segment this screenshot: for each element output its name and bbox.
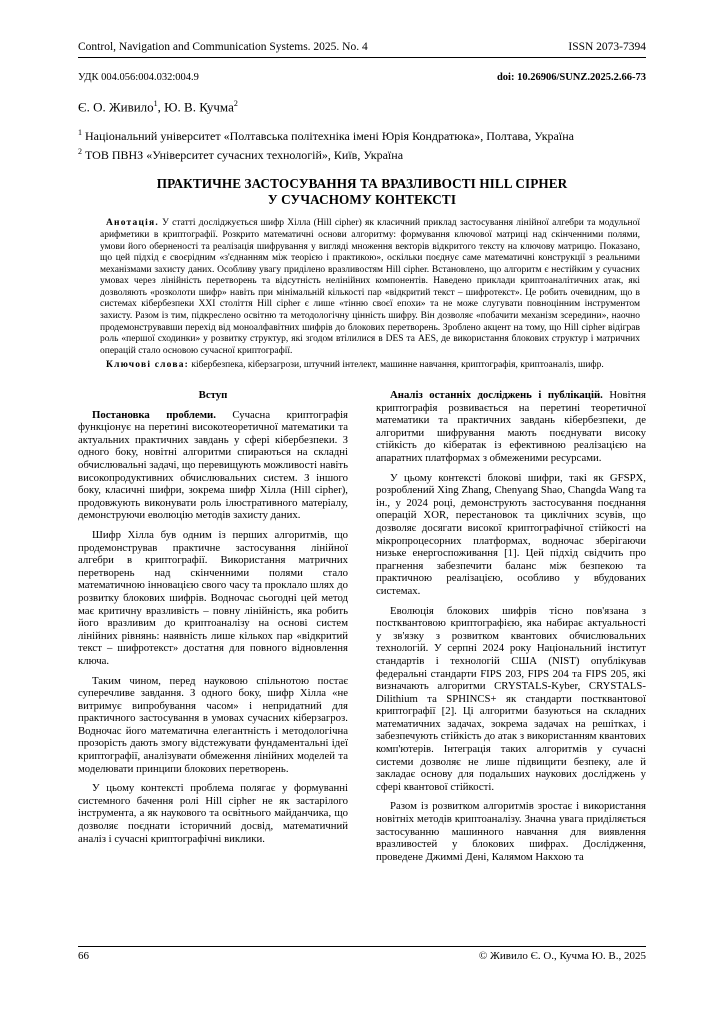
affiliation-2-mark: 2 xyxy=(78,147,82,157)
page-number: 66 xyxy=(78,950,89,962)
paragraph: Таким чином, перед науковою спільнотою постає суперечливе завдання. З одного боку, шифр Хілла «не витримує випробування часом» і непридатний для практичного застосування в умовах сучасних кіберзагроз. Водночас його математична елегантність і методологічна прозорість дають змогу відстежувати фундаментальні ідеї криптографії, аналізувати обмеження лінійних моделей та моделювати принципи блокових перетворень. xyxy=(78,674,348,775)
header-rule xyxy=(78,57,646,58)
author-separator: , xyxy=(157,99,165,115)
author-1-affil-mark: 1 xyxy=(153,99,158,108)
udk-code: УДК 004.056:004.032:004.9 xyxy=(78,72,199,83)
doi-link[interactable]: doi: 10.26906/SUNZ.2025.2.66-73 xyxy=(496,72,646,83)
abstract-label: Анотація. xyxy=(106,218,159,229)
paragraph: Еволюція блокових шифрів тісно пов'язана з постквантовою криптографією, яка набирає актуальності у зв'язку з розвитком квантових обчислювальних технологій. У серпні 2024 року Національний інститут стандартів і технологій США (NIST) опублікував федеральні стандарти FIPS 203, FIPS 204 та FIPS 205, які визначають алгоритми CRYSTALS-Kyber, CRYSTALS-Dilithium та SPHINCS+ як стандарти постквантової криптографії [2]. Ці алгоритми базуються на складних математичних задачах, зокрема задачах на решітках, і забезпечують стійкість до атак з використанням квантових комп'ютерів. Інтеграція таких алгоритмів у сучасні системи дозволяє не лише підвищити безпеку, але й закладає основу для подальших наукових досліджень у сфері квантової стійкості. xyxy=(376,604,646,793)
paragraph xyxy=(376,389,646,465)
authors xyxy=(78,96,646,115)
abstract xyxy=(100,218,640,357)
paragraph: Шифр Хілла був одним із перших алгоритмів, що продемонстрував практичне застосування лінійної алгебри в криптографії. Використання матричних перетворень над скінченними полями стало математичною інновацією свого часу та проклало шлях до розвитку блокових шифрів. Водночас сьогодні цей метод має критичну вразливість – повну лінійність, яка робить його вразливим до криптоаналізу на основі систем лінійних рівнянь: наявність лише кількох пар «відкритий текст – шифротекст» достатня для повного відновлення ключа. xyxy=(78,528,348,667)
journal-title: Control, Navigation and Communication Systems. 2025. No. 4 xyxy=(78,41,368,53)
right-column xyxy=(376,389,646,870)
article-title xyxy=(78,176,646,208)
affiliation-2-text: ТОВ ПВНЗ «Університет сучасних технологій», Київ, Україна xyxy=(82,148,404,163)
paragraph-text: Сучасна криптографія функціонує на перетині високотеоретичної математики та актуальних практичних завдань у сфері кібербезпеки. З одного боку, новітні алгоритми спираються на складні обчислювальні задачі, що перевищують можливості навіть високопродуктивних обчислювальних систем. З іншого боку, класичні шифри, зокрема шифр Хілла (Hill cipher), продовжують виконувати роль ілюстративного матеріалу, демонструючи еволюцію методів захисту даних. xyxy=(78,408,348,522)
author-2: Ю. В. Кучма xyxy=(164,99,234,115)
paragraph: У цьому контексті блокові шифри, такі як GFSPX, розроблений Xing Zhang, Chenyang Shao, Changda Wang та ін., у 2024 році, демонструють застосування поєднання операцій XOR, перестановок та циклічних зсувів, що дозволяє досягати високої криптографічної стійкості на мікропроцесорних платформах, водночас зберігаючи низьке енергоспоживання [1]. Цей підхід свідчить про прагнення забезпечити баланс між безпекою та практичною реалізацією, особливо у вбудованих системах. xyxy=(376,471,646,597)
affiliations xyxy=(78,125,646,163)
paragraph: Разом із розвитком алгоритмів зростає і використання новітніх методів криптоаналізу. Значна увага приділяється застосуванню машинного навчання для виявлення вразливостей у блокових шифрах. Дослідження, проведене Джиммі Дені, Калямом Накхою та xyxy=(376,800,646,863)
paragraph-lead: Постановка проблеми. xyxy=(92,408,216,421)
paragraph-lead: Аналіз останніх досліджень і публікацій. xyxy=(390,389,603,402)
running-header xyxy=(78,40,646,54)
copyright-notice: © Живило Є. О., Кучма Ю. В., 2025 xyxy=(478,950,646,962)
section-heading-intro: Вступ xyxy=(198,389,228,402)
affiliation-2 xyxy=(78,144,646,163)
udk-doi-line xyxy=(78,71,646,84)
affiliation-1 xyxy=(78,125,646,144)
keywords xyxy=(100,360,640,372)
left-column xyxy=(78,389,348,870)
page-footer xyxy=(78,949,646,963)
abstract-text: У статті досліджується шифр Хілла (Hill cipher) як класичний приклад застосування лінійної алгебри та модульної арифметики в криптографії. Розкрито математичні основи алгоритму: формування ключової матриці над скінченними полями, умови його оберненості та реалізація шифрування у вигляді множення векторів відкритого тексту на ключову матрицю. Показано, що цей підхід є своєрідним «з'єднанням між теорією і практикою», оскільки поєднує саме математичні конструкції з реальними механізмами захисту даних. Особливу увагу приділено вразливостям Hill cipher. Встановлено, що алгоритм є нестійким у сучасних умовах через лінійність перетворень та відсутність нелінійних компонентів. Наведено приклади криптоаналітичних атак, які дозволяють «розколоти шифр» навіть при мінімальній кількості пар «відкритий текст – шифротекст». Це робить очевидним, що в системах кібербезпеки XXI століття Hill cipher є лише «тінню своєї епохи» та не може слугувати повноцінним інструментом захисту. Разом із тим, підкреслено освітню та методологічну цінність шифру. Він дозволяє «побачити механізм зсередини», наочно продемонструвавши перехід від моноалфавітних шифрів до блокових перетворень. Зроблено акцент на тому, що Hill cipher відіграв роль «першої сходинки» у розвитку структур, які згодом втілилися в DES та AES, де використання блокових структур і матричних операцій стало основою сучасної криптографії. xyxy=(100,218,640,356)
keywords-text: кібербезпека, кіберзагрози, штучний інтелект, машинне навчання, криптографія, криптоаналіз, шифр. xyxy=(189,360,604,371)
issn: ISSN 2073-7394 xyxy=(568,41,646,53)
title-line-1: ПРАКТИЧНЕ ЗАСТОСУВАННЯ ТА ВРАЗЛИВОСТІ HILL CIPHER xyxy=(156,176,568,192)
affiliation-1-mark: 1 xyxy=(78,128,82,138)
footer-rule xyxy=(78,946,646,947)
paragraph-text: Новітня криптографія розвивається на перетині теоретичної математики та практичних завдань кібербезпеки, де алгоритми шифрування мають поєднувати високу стійкість до кібератак із ефективною реалізацією на апаратних платформах з обмеженими ресурсами. xyxy=(376,389,646,465)
article-page xyxy=(78,40,646,870)
author-1: Є. О. Живило xyxy=(78,99,154,115)
author-2-affil-mark: 2 xyxy=(233,99,238,108)
body-columns xyxy=(78,389,646,870)
paragraph: У цьому контексті проблема полягає у формуванні системного бачення ролі Hill cipher не як застарілого інструмента, а як наукового та освітнього майданчика, що дозволяє поєднати історичний досвід, математичний аналіз і сучасні криптографічні виклики. xyxy=(78,782,348,845)
keywords-label: Ключові слова: xyxy=(106,360,190,371)
title-line-2: У СУЧАСНОМУ КОНТЕКСТІ xyxy=(267,192,457,208)
affiliation-1-text: Національний університет «Полтавська політехніка імені Юрія Кондратюка», Полтава, Україна xyxy=(82,129,574,144)
paragraph xyxy=(78,409,348,522)
